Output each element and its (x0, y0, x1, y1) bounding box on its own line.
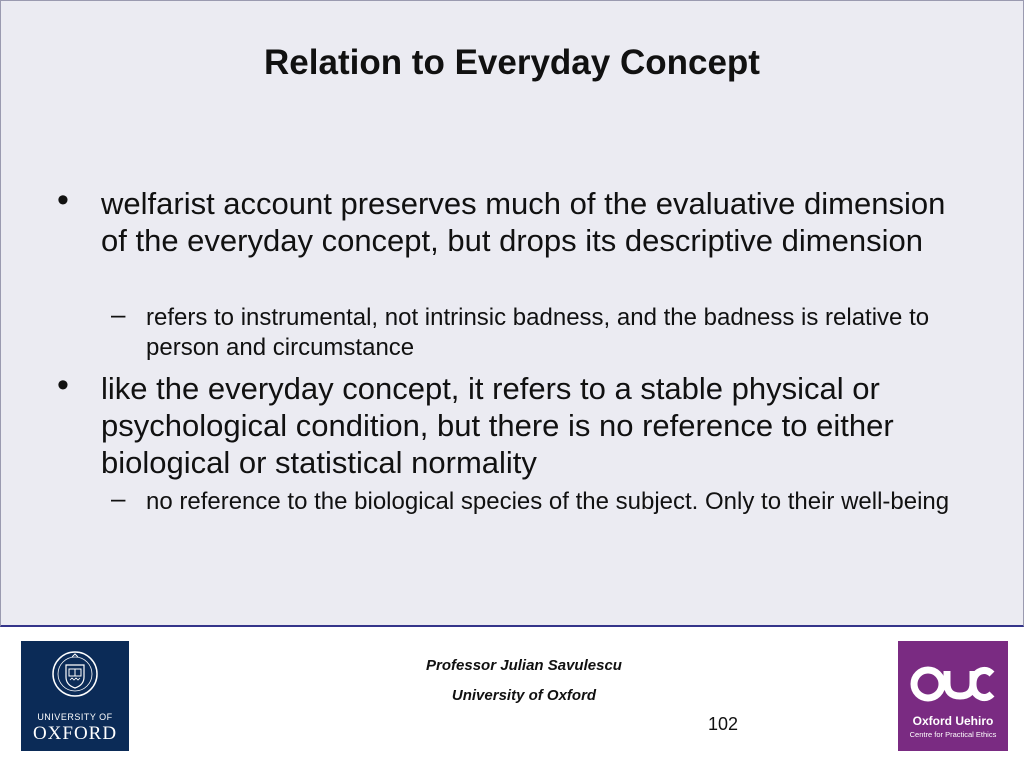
bullet-marker: • (57, 181, 69, 219)
uehiro-logo (898, 641, 1008, 751)
footer-presenter-name: Professor Julian Savulescu (426, 657, 622, 674)
sub-bullet-item (111, 483, 961, 517)
bullet-marker: • (57, 366, 69, 404)
oxford-logo-line2: OXFORD (32, 723, 118, 744)
oxford-logo-line1: UNIVERSITY OF (37, 712, 113, 722)
uehiro-logo-line1: Oxford Uehiro (912, 714, 994, 728)
sub-bullet-marker: – (111, 483, 126, 513)
bullet-item (57, 181, 957, 259)
footer-institution: University of Oxford (451, 687, 597, 704)
sub-bullet-item (111, 299, 961, 363)
bullet-text: welfarist account preserves much of the evaluative dimension of the everyday concept, but drops its descriptive dimension (101, 186, 946, 258)
sub-bullet-text: no reference to the biological species of the subject. Only to their well-being (146, 488, 950, 515)
uehiro-logo-line2: Centre for Practical Ethics (909, 730, 997, 739)
sub-bullet-text: refers to instrumental, not intrinsic badness, and the badness is relative to person and circumstance (146, 304, 930, 361)
sub-bullet-marker: – (111, 299, 126, 329)
bullet-text: like the everyday concept, it refers to a stable physical or psychological condition, but there is no reference to either biological or statistical normality (101, 371, 894, 480)
bullet-item (57, 366, 957, 481)
page-number: 102 (708, 714, 739, 734)
slide-title: Relation to Everyday Concept (264, 43, 760, 82)
ouc-mark-icon (910, 663, 996, 709)
